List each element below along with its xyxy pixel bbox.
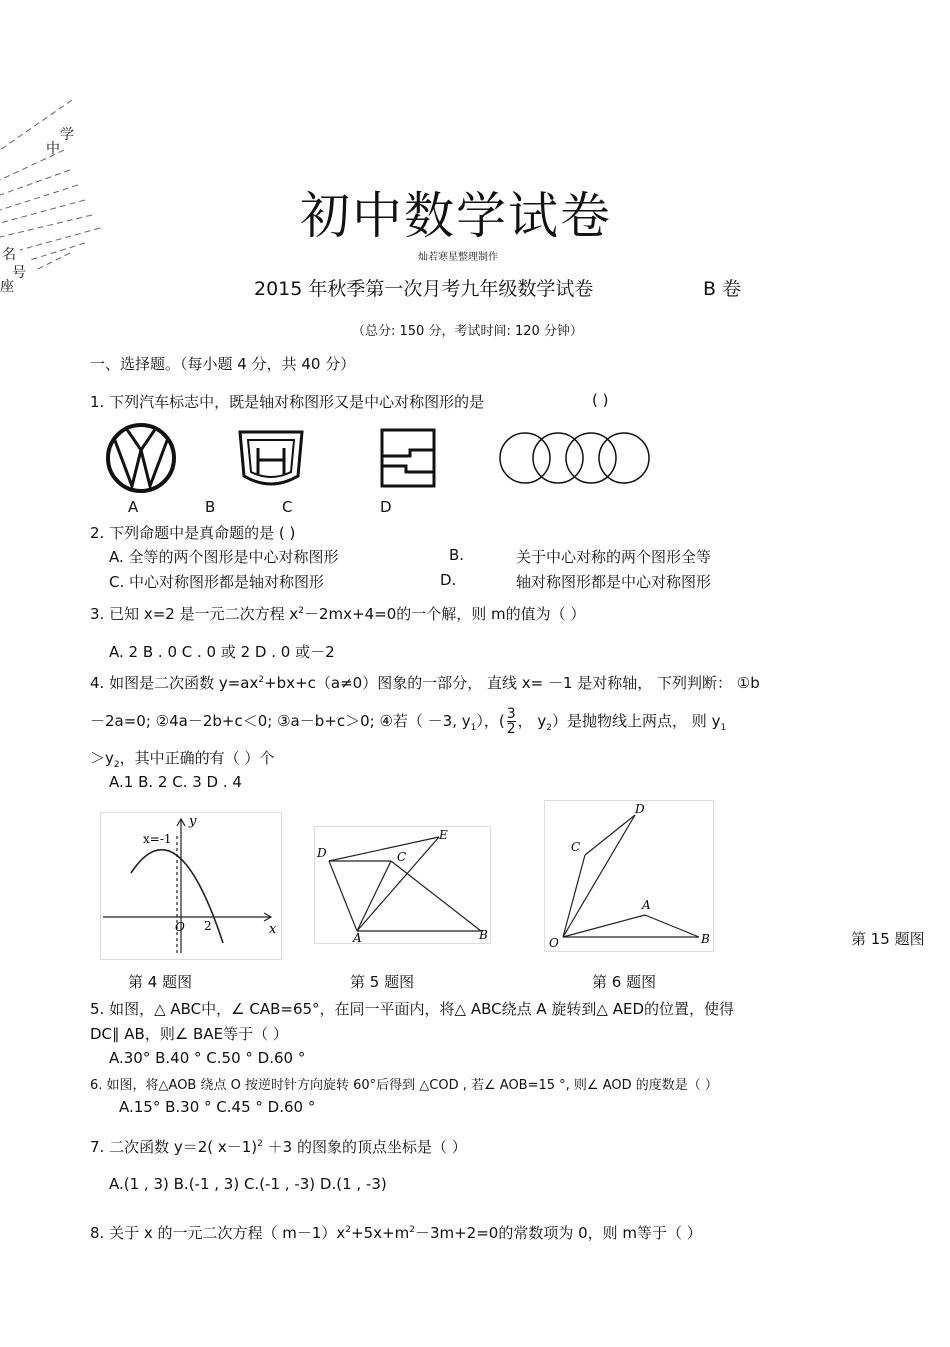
q5-line2: DC∥ AB，则∠ BAE等于（ ） — [90, 1025, 288, 1043]
q2-option-d-letter: D. — [440, 571, 457, 589]
side-label-zuo: 座 — [0, 279, 14, 295]
q7-stem: 7. 二次函数 y＝2( x－1)$^2$ ＋3 的图象的顶点坐标是（ ） — [90, 1138, 467, 1156]
fig6-point-c: C — [571, 840, 581, 854]
q6-options: A.15° B.30 ° C.45 ° D.60 ° — [119, 1098, 316, 1116]
logo-a-vw — [108, 425, 174, 491]
q4-line1: 4. 如图是二次函数 $y=ax^2+bx+c(a\ne 0)$图象的一部分， 直线 x= －1 是对称轴， 下列判断： ①b — [90, 674, 760, 692]
q4-fraction: $\frac{3}{2}$ — [506, 706, 516, 737]
q4-options: A.1 B. 2 C. 3 D . 4 — [109, 773, 242, 791]
q2-option-b-letter: B. — [449, 546, 465, 564]
fig5-point-e: E — [439, 828, 448, 842]
q3-options: A. 2 B . 0 C . 0 或 2 D . 0 或－2 — [109, 643, 335, 661]
q2-option-a: A. 全等的两个图形是中心对称图形 — [109, 548, 339, 566]
figure-5-caption: 第 5 题图 — [350, 973, 415, 991]
exam-volume: B 卷 — [703, 278, 742, 300]
q1-label-c: C — [282, 498, 293, 516]
q4-line3: $>y_2$，其中正确的有（ ）个 — [90, 749, 275, 770]
q6-stem: 6. 如图，将△AOB 绕点 O 按逆时针方向旋转 60°后得到 △COD , 若∠ AOB=15 °, 则∠ AOD 的度数是（ ） — [90, 1078, 718, 1093]
q1-stem: 1. 下列汽车标志中，既是轴对称图形又是中心对称图形的是 — [90, 393, 485, 411]
fig6-point-a: A — [642, 898, 651, 912]
q7-options: A.(1 , 3) B.(-1 , 3) C.(-1 , -3) D.(1 , -3) — [109, 1175, 387, 1193]
fig5-point-c: C — [397, 850, 407, 864]
figure-15-caption: 第 15 题图 — [851, 930, 925, 948]
q1-label-d: D — [380, 498, 392, 516]
figure-6-rotation — [544, 800, 714, 952]
page-title: 初中数学试卷 — [300, 187, 612, 245]
fig4-x-label: x — [269, 922, 277, 937]
fig4-symmetry-label: x=-1 — [143, 832, 172, 846]
q4-line2: －2a=0; ②4a－2b+c＜0; ③a－b+c＞0; ④若（ －3, $y_1$），( $\frac{3}{2}$ ， $y_2$）是抛物线上两点， 则 $y_1$ — [90, 706, 727, 737]
q2-option-b: 关于中心对称的两个图形全等 — [516, 548, 712, 566]
fig6-point-d: D — [635, 802, 645, 816]
q8-stem: 8. 关于 x 的一元二次方程（ $m-1)x^2+5x+m^2-3m+2=0$的常数项为 0，则 m等于（ ） — [90, 1224, 702, 1242]
q2-option-c: C. 中心对称图形都是轴对称图形 — [109, 573, 325, 591]
q5-options: A.30° B.40 ° C.50 ° D.60 ° — [109, 1049, 306, 1067]
side-label-xue: 学 — [60, 127, 74, 143]
fig6-point-o: O — [549, 936, 559, 950]
fig4-y-label: y — [189, 814, 197, 829]
car-logo-figures — [100, 420, 660, 500]
figure-4-caption: 第 4 题图 — [128, 973, 193, 991]
fig5-point-a: A — [353, 931, 362, 944]
q1-label-a: A — [128, 498, 139, 516]
fig4-origin: O — [175, 920, 185, 934]
fig6-point-b: B — [701, 932, 710, 946]
side-label-zhong: 中 — [46, 141, 60, 157]
section-heading: 一、选择题。（每小题 4 分，共 40 分） — [90, 355, 356, 373]
q2-stem: 2. 下列命题中是真命题的是 ( ) — [90, 524, 296, 542]
figure-4-parabola — [100, 812, 282, 960]
exam-title: 2015 年秋季第一次月考九年级数学试卷 — [254, 278, 594, 300]
q1-answer-paren: ( ) — [592, 391, 609, 409]
side-label-ming: 名 — [2, 247, 16, 263]
q5-line1: 5. 如图，△ ABC中，∠ CAB=65°，在同一平面内，将△ ABC绕点 A 旋转到△ AED的位置，使得 — [90, 1000, 734, 1018]
logo-c-shape — [382, 430, 434, 486]
side-label-hao: 号 — [12, 265, 26, 281]
fig4-tick-2: 2 — [204, 919, 212, 933]
q2-option-d: 轴对称图形都是中心对称图形 — [516, 573, 712, 591]
q1-label-b: B — [205, 498, 216, 516]
figure-6-caption: 第 6 题图 — [592, 973, 657, 991]
figure-5-rotation — [314, 826, 491, 944]
exam-info: （总分: 150 分，考试时间: 120 分钟） — [352, 324, 583, 339]
page-subtitle: 灿若寒星整理制作 — [418, 252, 498, 263]
logo-b-honda — [240, 432, 302, 484]
fig5-point-d: D — [317, 846, 327, 860]
fig5-point-b: B — [479, 928, 488, 942]
q3-stem: 3. 已知 x=2 是一元二次方程 $x^2-2mx+4=0$的一个解，则 m的值为（ ） — [90, 605, 586, 623]
binding-line-dashes — [0, 95, 110, 315]
logo-d-audi — [500, 433, 649, 483]
